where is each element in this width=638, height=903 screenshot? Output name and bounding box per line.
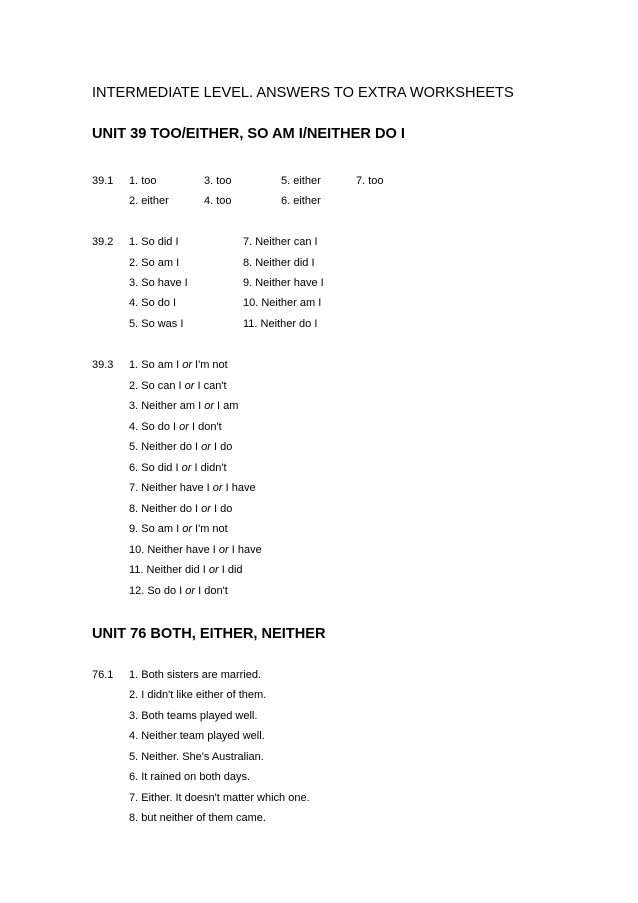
answer-item: 2. I didn't like either of them. [129,689,267,701]
answer-item: 1. So am I or I'm not [129,359,228,371]
answer-item: 5. So was I [129,318,184,330]
answer-item: 6. So did I or I didn't [129,462,227,474]
answer-item: 5. Neither. She's Australian. [129,751,264,763]
answer-item: 3. Neither am I or I am [129,400,239,412]
answer-item: 2. either [129,195,169,207]
answer-item: 8. Neither did I [243,257,315,269]
answer-item: 7. too [356,175,384,187]
page-title: INTERMEDIATE LEVEL. ANSWERS TO EXTRA WORKSHEETS [92,85,514,101]
answer-item: 3. Both teams played well. [129,710,258,722]
answer-item: 7. Neither have I or I have [129,482,256,494]
answer-item: 9. So am I or I'm not [129,523,228,535]
answer-item: 3. So have I [129,277,188,289]
answer-item: 5. Neither do I or I do [129,441,233,453]
answer-item: 8. Neither do I or I do [129,503,233,515]
answer-item: 1. So did I [129,236,179,248]
exercise-number-39-3: 39.3 [92,359,114,371]
exercise-number-76-1: 76.1 [92,669,114,681]
answer-item: 4. too [204,195,232,207]
unit-76-heading: UNIT 76 BOTH, EITHER, NEITHER [92,626,326,642]
exercise-number-39-2: 39.2 [92,236,114,248]
answer-item: 4. So do I or I don't [129,421,222,433]
answer-item: 3. too [204,175,232,187]
answer-item: 10. Neither am I [243,297,322,309]
answer-item: 6. It rained on both days. [129,771,251,783]
answer-item: 1. Both sisters are married. [129,669,262,681]
answer-item: 5. either [281,175,321,187]
answer-item: 4. So do I [129,297,177,309]
answer-item: 12. So do I or I don't [129,585,228,597]
answer-item: 6. either [281,195,321,207]
answer-item: 4. Neither team played well. [129,730,265,742]
answer-item: 2. So am I [129,257,180,269]
answer-item: 2. So can I or I can't [129,380,227,392]
answer-item: 8. but neither of them came. [129,812,266,824]
answer-item: 11. Neither did I or I did [129,564,243,576]
answer-item: 1. too [129,175,157,187]
unit-39-heading: UNIT 39 TOO/EITHER, SO AM I/NEITHER DO I [92,126,405,142]
answer-item: 7. Neither can I [243,236,318,248]
exercise-number-39-1: 39.1 [92,175,114,187]
answer-item: 11. Neither do I [243,318,318,330]
answer-item: 7. Either. It doesn't matter which one. [129,792,310,804]
answer-item: 9. Neither have I [243,277,324,289]
answer-item: 10. Neither have I or I have [129,544,262,556]
